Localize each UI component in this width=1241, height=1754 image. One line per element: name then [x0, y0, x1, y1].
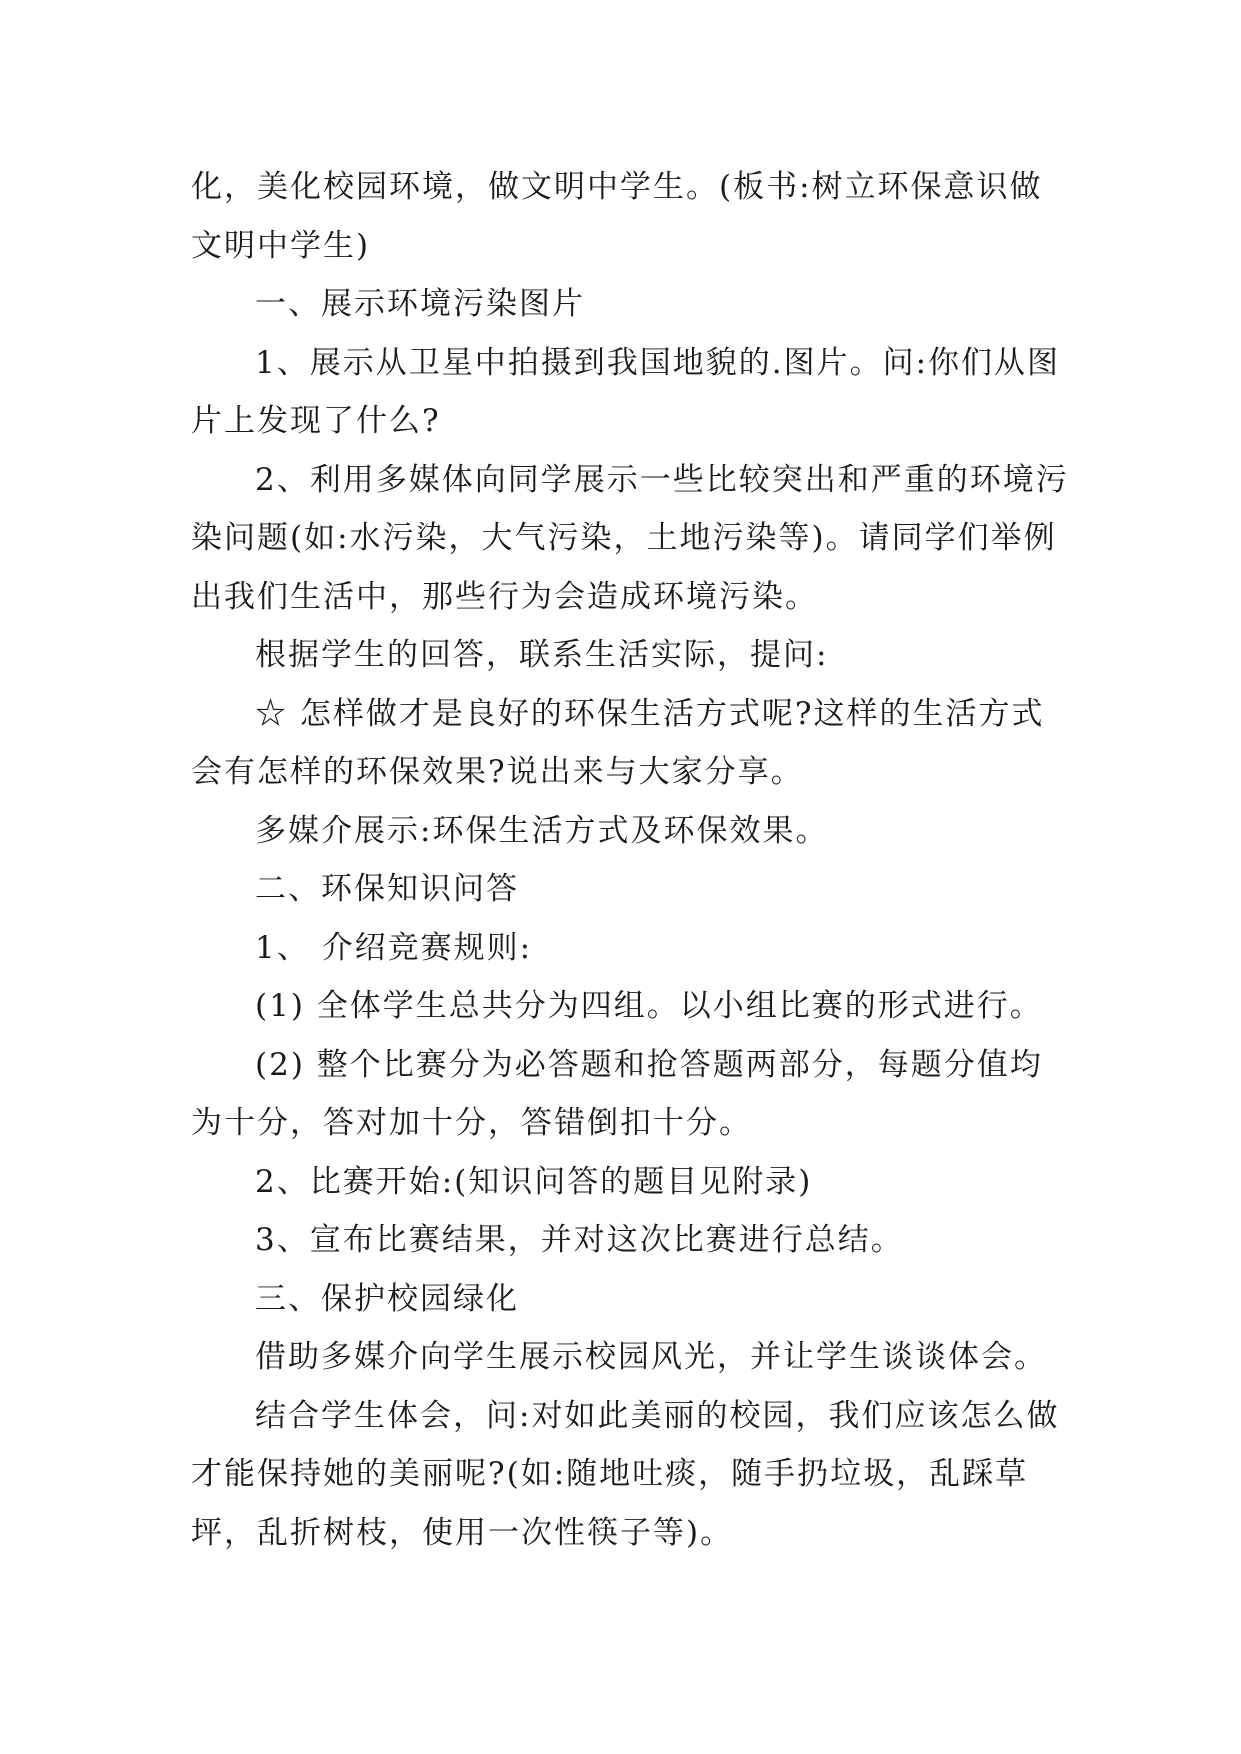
paragraph-competition-start: 2、比赛开始:(知识问答的题目见附录): [255, 1163, 813, 1200]
paragraph-continuation: 化，美化校园环境，做文明中学生。(板书:树立环保意识做文明中学生): [191, 169, 1043, 264]
paragraph-campus-display: 借助多媒介向学生展示校园风光，并让学生谈谈体会。: [255, 1339, 1047, 1375]
paragraph-rule-1: (1) 全体学生总共分为四组。以小组比赛的形式进行。: [255, 988, 1043, 1024]
section-heading-3: 三、保护校园绿化: [255, 1280, 519, 1317]
document-body: [191, 158, 1071, 1562]
paragraph-rules-intro: 1、 介绍竞赛规则:: [255, 929, 533, 966]
paragraph-question-intro: 根据学生的回答，联系生活实际，提问:: [255, 637, 829, 673]
paragraph-item-1: 1、展示从卫星中拍摄到我国地貌的.图片。问:你们从图片上发现了什么?: [191, 344, 1061, 439]
paragraph-rule-2: (2) 整个比赛分为必答题和抢答题两部分，每题分值均为十分，答对加十分，答错倒扣十分。: [191, 1046, 1043, 1141]
paragraph-star-question: ☆ 怎样做才是良好的环保生活方式呢?这样的生活方式会有怎样的环保效果?说出来与大家分享。: [191, 695, 1045, 790]
paragraph-competition-result: 3、宣布比赛结果，并对这次比赛进行总结。: [255, 1222, 904, 1258]
paragraph-media-display: 多媒介展示:环保生活方式及环保效果。: [255, 812, 829, 849]
paragraph-item-2: 2、利用多媒体向同学展示一些比较突出和严重的环境污染问题(如:水污染，大气污染，土地污染等)。请同学们举例出我们生活中，那些行为会造成环境污染。: [191, 461, 1069, 615]
paragraph-campus-question: 结合学生体会，问:对如此美丽的校园，我们应该怎么做才能保持她的美丽呢?(如:随地吐痰，随手扔垃圾，乱踩草坪，乱折树枝，使用一次性筷子等)。: [191, 1397, 1060, 1551]
section-heading-1: 一、展示环境污染图片: [255, 286, 585, 322]
section-heading-2: 二、环保知识问答: [255, 871, 519, 907]
